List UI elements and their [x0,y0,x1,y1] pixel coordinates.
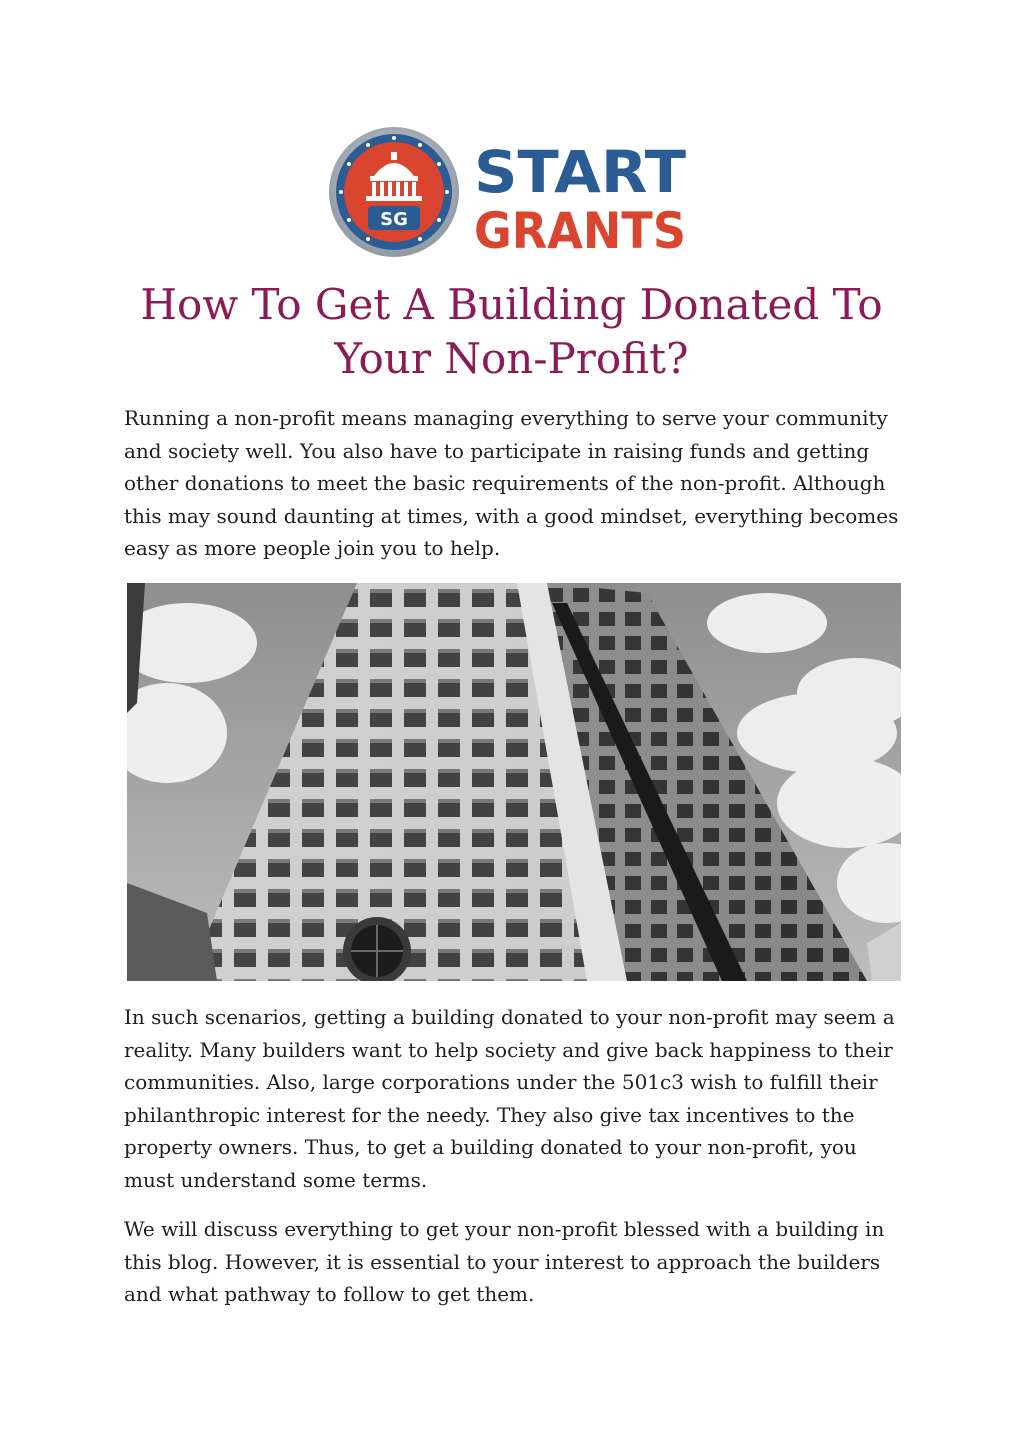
logo-word-grants: GRANTS [474,202,686,260]
svg-text:SG: SG [380,209,408,230]
body-paragraph: We will discuss everything to get your non-profit blessed with a building in this blog. However, it is essential to your interest to approach the builders and what pathway to follow to get them. [124,1217,885,1306]
article-title: How To Get A Building Donated To Your Non-Profit? [140,280,883,383]
capitol-emblem-icon [329,127,459,257]
building-photo [127,583,901,981]
building-image [127,583,901,981]
start-grants-logo [328,124,692,260]
logo-word-start: START [474,138,687,206]
intro-paragraph: Running a non-profit means managing everything to serve your community and society well. You also have to participate in raising funds and getting other donations to meet the basic requirements of the non-profit. Although this may sound daunting at times, with a good mindset, everything becomes easy as more people join you to help. [124,406,899,560]
body-paragraph: In such scenarios, getting a building donated to your non-profit may seem a reality. Many builders want to help society and give back happiness to their communities. Also, large corporations under the 501c3 wish to fulfill their philanthropic interest for the needy. They also give tax incentives to the property owners. Thus, to get a building donated to your non-profit, you must understand some terms. [124,1005,895,1192]
logo-graphic [328,124,692,260]
